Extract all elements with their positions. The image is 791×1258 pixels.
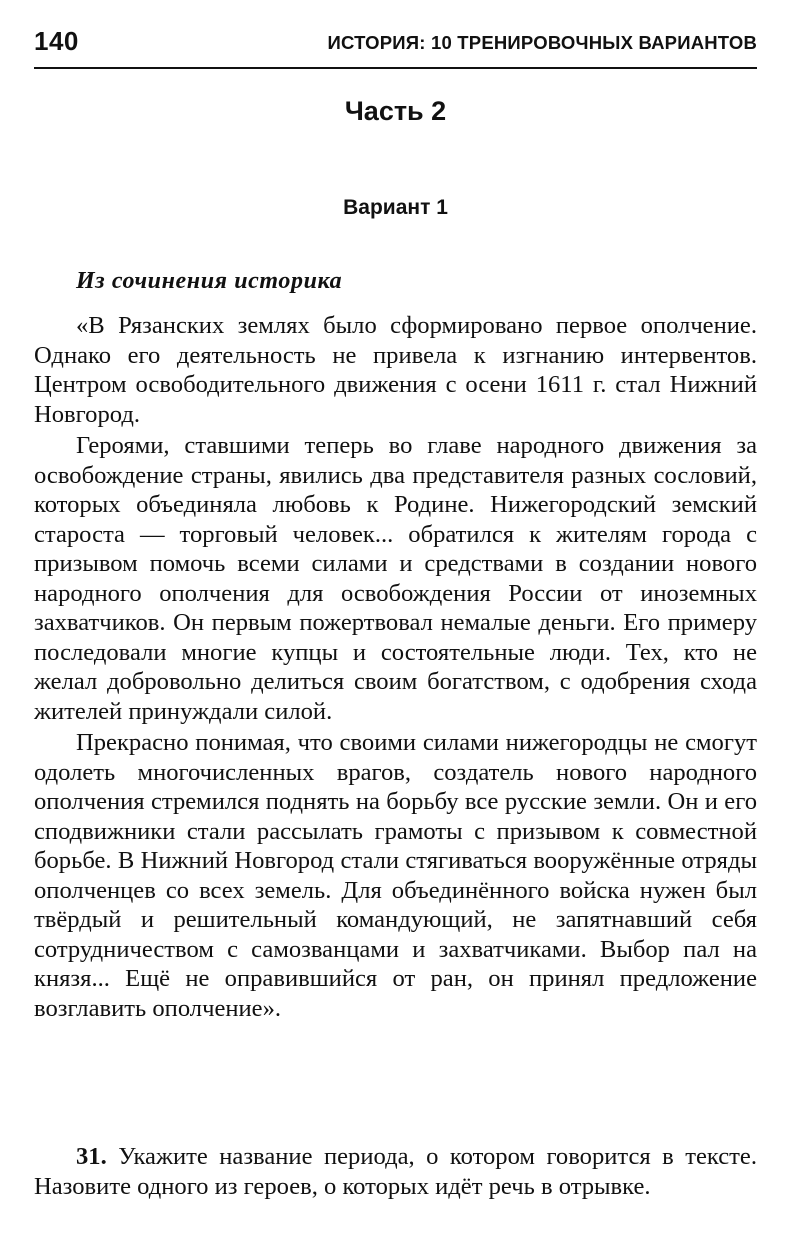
- historian-excerpt: [34, 311, 757, 1023]
- header-divider: [34, 67, 757, 69]
- source-heading: Из сочинения историка: [76, 268, 343, 294]
- running-header: [34, 26, 757, 66]
- question-text: Укажите название периода, о котором говорится в тексте. Назовите одного из героев, о которых идёт речь в отрывке.: [34, 1143, 757, 1200]
- part-title: Часть 2: [344, 96, 447, 126]
- question-31: [34, 1142, 757, 1201]
- page-number: 140: [34, 26, 79, 56]
- question-paragraph: [34, 1142, 757, 1201]
- excerpt-paragraph-1: «В Рязанских землях было сформировано первое ополчение. Однако его деятельность не привела к изгнанию интервентов. Центром освободительного движения с осени 1611 г. стал Нижний Новгород.: [34, 312, 757, 428]
- variant-title: Вариант 1: [343, 196, 448, 219]
- question-number: 31.: [76, 1143, 107, 1170]
- excerpt-paragraph-3: Прекрасно понимая, что своими силами нижегородцы не смогут одолеть многочисленных врагов, создатель нового народного ополчения стремился поднять на борьбу все русские земли. Он и его сподвижники стали рассылать грамоты с призывом к совместной борьбе. В Нижний Новгород стали стягиваться вооружённые отряды ополченцев со всех земель. Для объединённого войска нужен был твёрдый и решительный командующий, не запятнавший себя сотрудничеством с самозванцами и захватчиками. Выбор пал на князя... Ещё не оправившийся от ран, он принял предложение возглавить ополчение».: [34, 729, 757, 1022]
- book-title: ИСТОРИЯ: 10 ТРЕНИРОВОЧНЫХ ВАРИАНТОВ: [327, 32, 757, 53]
- excerpt-paragraph-2: Героями, ставшими теперь во главе народного движения за освобождение страны, явились два представителя разных сословий, которых объединяла любовь к Родине. Нижегородский земский староста — торговый человек... обратился к жителям города с призывом помочь всеми силами и средствами в создании нового народного ополчения для освобождения России от иноземных захватчиков. Он первым пожертвовал немалые деньги. Его примеру последовали многие купцы и состоятельные люди. Тех, кто не желал добровольно делиться своим богатством, с одобрения схода жителей принуждали силой.: [34, 432, 757, 725]
